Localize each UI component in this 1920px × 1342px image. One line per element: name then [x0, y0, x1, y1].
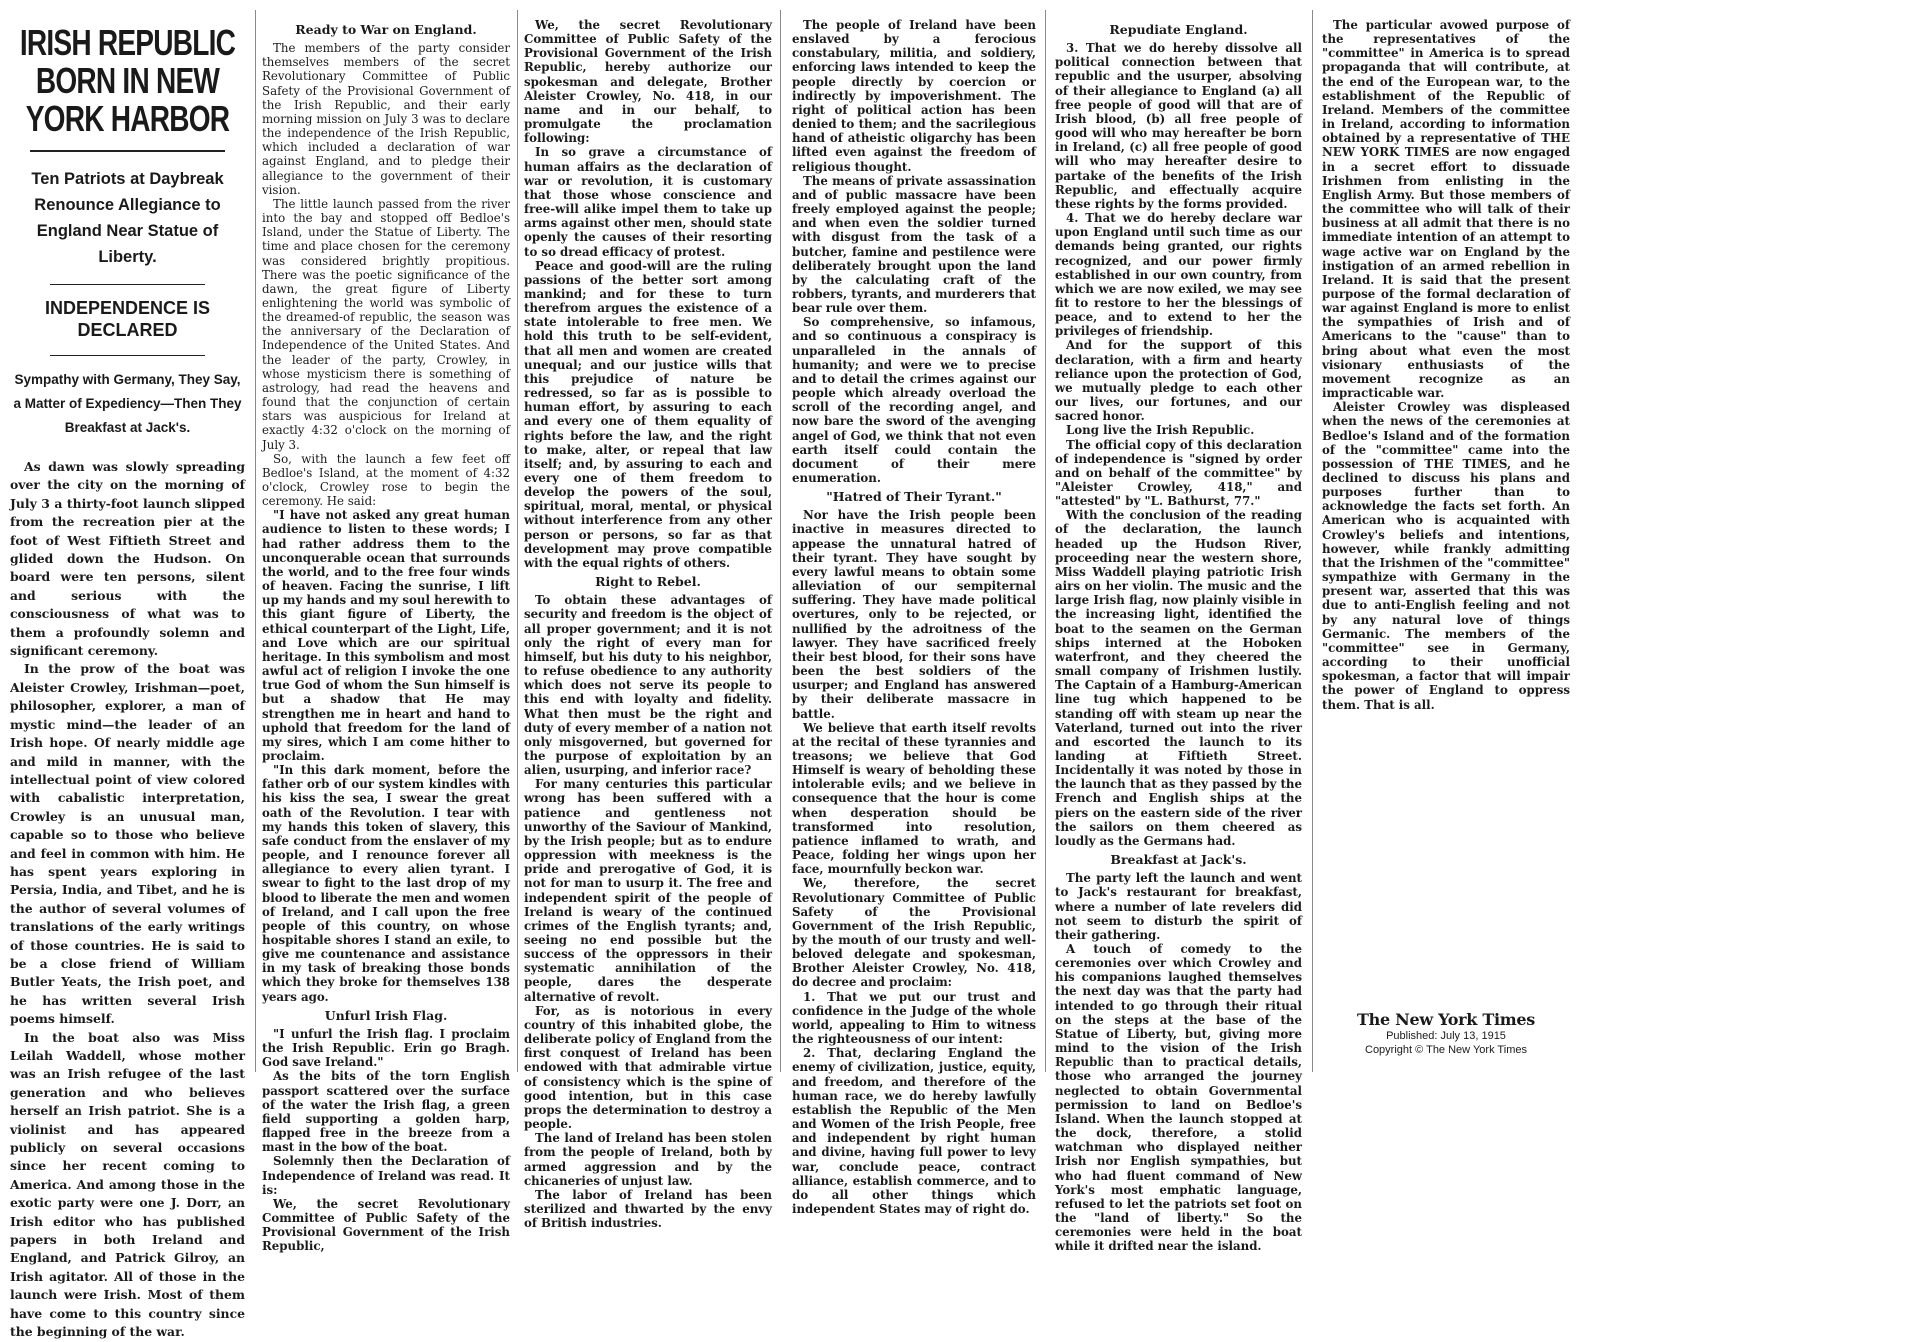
deck-sympathy: Sympathy with Germany, They Say, a Matter of Expediency—Then They Breakfast at Jack's. [13, 372, 242, 435]
paragraph: In the prow of the boat was Aleister Crowley, Irishman—poet, philosopher, explorer, a man of mystic mind—the leader of an Irish hope. Of nearly middle age and mild in manner, with the intellectual point of view colored with cabalistic interpretation, Crowley is an unusual man, capable so to those who believe and feel in common with him. He has spent years exploring in Persia, India, and Tibet, and he is the author of several volumes of translations of the early writings of those countries. He is said to be a close friend of William Butler Yeats, the Irish poet, and he has written several Irish poems himself. [10, 661, 245, 1027]
subheading-ready-to-war: Ready to War on England. [295, 22, 477, 37]
paragraph: "I unfurl the Irish flag. I proclaim the Irish Republic. Erin go Bragh. God save Ireland." [262, 1026, 510, 1070]
column-5 [1055, 18, 1302, 1254]
paragraph: 4. That we do hereby declare war upon England until such time as our demands being granted, our rights recognized, and our power firmly established in our own country, from which we are now exiled, we may see fit to restore to her the blessings of peace, and to extend to her the privileges of friendship. [1055, 211, 1302, 339]
paragraph: We, the secret Revolutionary Committee of Public Safety of the Provisional Government of the Irish Republic, [262, 1196, 510, 1254]
deck-rule [50, 355, 205, 356]
paragraph: For many centuries this particular wrong has been suffered with a patience and gentleness not unworthy of the Saviour of Mankind, by the Irish people; but as to endure oppression with meekness is the pride and prerogative of God, it is not for man to usurp it. The free and independent spirit of the people of Ireland is weary of the continued crimes of the English tyrants; and, seeing no end possible but the success of the oppressors in their systematic annihilation of the people, dares the desperate alternative of revolt. [524, 777, 772, 1004]
lead-text [10, 458, 245, 1342]
paragraph: With the conclusion of the reading of the declaration, the launch headed up the Hudson River, proceeding near the western shore, Miss Waddell playing patriotic Irish airs on her violin. The music and the large Irish flag, now plainly visible in the increasing light, identified the boat to the seamen on the German ships interned at the Hoboken waterfront, and they cheered the small company of Irishmen lustily. The Captain of a Hamburg-American line tug which happened to be standing off with steam up near the Vaterland, turned out into the river and escorted the launch to its landing at Fiftieth Street. Incidentally it was noted by those in the launch that as they passed by the French and English ships at the piers on the eastern side of the river the sailors on them cheered as loudly as the Germans had. [1055, 508, 1302, 848]
footer-credit [1322, 1010, 1570, 1057]
paragraph: Aleister Crowley was displeased when the news of the ceremonies at Bedloe's Island and of the formation of the "committee" came into the possession of THE TIMES, and he declined to discuss his plans and purposes further than to acknowledge the facts set forth. An American who is acquainted with Crowley's beliefs and intentions, however, while frankly admitting that the Irishmen of the "committee" sympathize with Germany in the present war, asserted that this was due to anti-English feeling and not by any natural love of things Germanic. The members of the "committee" see in Germany, according to their unofficial spokesman, a factor that will impair the power of England to oppress them. That is all. [1322, 400, 1570, 712]
subheading-hatred: "Hatred of Their Tyrant." [826, 489, 1002, 505]
column-3 [524, 18, 772, 1231]
column-divider [1045, 10, 1046, 1072]
headline-rule [30, 150, 225, 152]
subheading-repudiate: Repudiate England. [1109, 22, 1248, 37]
paragraph: The little launch passed from the river into the bay and stopped off Bedloe's Island, under the Statue of Liberty. The time and place chosen for the ceremony was considered brightly propitious. There was the poetic significance of the dawn, the great figure of Liberty enlightening the world was symbolic of the dreamed-of republic, the season was the anniversary of the Declaration of Independence of the United States. And the leader of the party, Crowley, in whose mysticism there is something of astrology, had read the heavens and found that the conjunction of certain stars was auspicious for Ireland at exactly 4:32 o'clock on the morning of July 3. [262, 196, 510, 452]
column-2 [262, 18, 510, 1254]
paragraph: For, as is notorious in every country of this inhabited globe, the deliberate policy of England from the first conquest of Ireland has been endowed with that admirable virtue of consistency which is the spine of good intention, but in this case props the determination to destroy a people. [524, 1003, 772, 1132]
paragraph: Solemnly then the Declaration of Independence of Ireland was read. It is: [262, 1154, 510, 1197]
main-headline: IRISH REPUBLIC BORN IN NEW YORK HARBOR [19, 22, 236, 139]
column-4 [792, 18, 1036, 1216]
paragraph: As dawn was slowly spreading over the city on the morning of July 3 a thirty-foot launch slipped from the recreation pier at the foot of West Fiftieth Street and glided down the Hudson. On board were ten persons, silent and serious with the consciousness of what was to them a profoundly solemn and significant ceremony. [10, 459, 245, 659]
deck-rule [50, 284, 205, 285]
paragraph: 1. That we put our trust and confidence in the Judge of the whole world, appealing to Him to witness the righteousness of our intent: [792, 989, 1036, 1047]
paragraph: "In this dark moment, before the father orb of our system kindles with his kiss the sea, I swear the great oath of the Revolution. I tear with my hands this token of slavery, this safe conduct from the enslaver of my people, and I renounce forever all allegiance to every alien tyrant. I swear to fight to the last drop of my blood to liberate the men and women of Ireland, and I call upon the free people of this country, on whose hospitable shores I stand an exile, to give me countenance and assistance in my task of breaking those bonds which they broke for themselves 138 years ago. [262, 763, 510, 1004]
column-1 [10, 18, 245, 1340]
column-6 [1322, 18, 1570, 712]
deck-ten-patriots: Ten Patriots at Daybreak Renounce Allegiance to England Near Statue of Liberty. [31, 170, 224, 266]
paragraph: A touch of comedy to the ceremonies over which Crowley and his companions laughed themselves the next day was that the party had intended to go through their ritual on the steps at the base of the Statue of Liberty, but, giving more mind to the vision of the Irish Republic than to practical details, those who arranged the journey neglected to obtain Governmental permission to land on Bedloe's Island. When the launch stopped at the dock, therefore, a stolid watchman who displayed neither Irish nor English sympathies, but who had fluent command of New York's most emphatic language, refused to let the patriots set foot on the "land of liberty." So the ceremonies were held in the boat while it drifted near the island. [1055, 942, 1302, 1254]
paragraph: We, therefore, the secret Revolutionary Committee of Public Safety of the Provisional Government of the Irish Republic, by the mouth of our trusty and well-beloved delegate and spokesman, Brother Aleister Crowley, No. 418, do decree and proclaim: [792, 876, 1036, 990]
subheading-breakfast: Breakfast at Jack's. [1110, 852, 1247, 868]
paragraph: 3. That we do hereby dissolve all political connection between that republic and the usurper, absolving of their allegiance to England (a) all free people of good will that are of Irish blood, (b) all free people of good will who may hereafter be born in Ireland, (c) all free people of good will who may hereafter desire to partake of the benefits of the Irish Republic, and effectually acquire these rights by the forms provided. [1055, 41, 1302, 211]
subheading-unfurl-flag: Unfurl Irish Flag. [324, 1007, 448, 1023]
paragraph: In the boat also was Miss Leilah Waddell, whose mother was an Irish refugee of the last generation and who believes herself an Irish patriot. She is a violinist and has appeared publicly on several occasions since her recent coming to America. And among those in the exotic party were one J. Dorr, an Irish editor who has published papers in both Ireland and England, and Patrick Gilroy, an Irish agitator. All of those in the launch were Irish. Most of them have come to this country since the beginning of the war. [10, 1029, 245, 1340]
paragraph: The members of the party consider themselves members of the secret Revolutionary Committee of Public Safety of the Provisional Government of the Irish Republic, and their early morning mission on July 3 was to declare the independence of the Irish Republic, which included a declaration of war against England, and to pledge their allegiance to the government of their vision. [262, 41, 510, 197]
nyt-logo: The New York Times [1357, 1010, 1535, 1029]
column-divider [517, 10, 518, 1072]
paragraph: The means of private assassination and of public massacre have been freely employed against the people; and when even the soldier turned with disgust from the task of a butcher, famine and pestilence were deliberately brought upon the land by the calculating craft of the robbers, tyrants, and murderers that bear rule over them. [792, 173, 1036, 316]
paragraph: We believe that earth itself revolts at the recital of these tyrannies and treasons; we believe that God Himself is weary of beholding these intolerable evils; and we believe in consequence that the hour is come when desperation should be transformed into resolution, patience inflamed to wrath, and Peace, folding her wings upon her face, mournfully beckon war. [792, 720, 1036, 877]
paragraph: The particular avowed purpose of the representatives of the "committee" in America is to spread propaganda that will contribute, at the end of the European war, to the establishment of the Republic of Ireland. Members of the committee in Ireland, according to information obtained by a representative of THE NEW YORK TIMES are now engaged in a secret effort to dissuade Irishmen from enlisting in the English Army. But those members of the committee who will talk of their business at all admit that there is no immediate intention of an attempt to wage active war on England by the instigation of an armed rebellion in Ireland. It is said that the present purpose of the formal declaration of war against England is more to enlist the sympathies of Irish and of Americans to the "cause" than to bring about what even the most visionary enthusiasts of the movement recognize as an impracticable war. [1322, 18, 1570, 401]
paragraph: As the bits of the torn English passport scattered over the surface of the water the Irish flag, a green field supporting a golden harp, flapped free in the breeze from a mast in the bow of the boat. [262, 1069, 510, 1155]
column-divider [255, 10, 256, 1072]
deck-independence: INDEPENDENCE IS DECLARED [44, 298, 211, 340]
published-date: Published: July 13, 1915 [1386, 1030, 1506, 1042]
paragraph: The labor of Ireland has been sterilized and thwarted by the envy of British industries. [524, 1187, 772, 1231]
paragraph: "I have not asked any great human audience to listen to these words; I had rather address them to the unconquerable ocean that surrounds the world, and to the free four winds of heaven. Facing the sunrise, I lift up my hands and my soul herewith to this giant figure of Liberty, the ethical counterpart of the Light, Life, and Love which are our spiritual heritage. In this symbolism and most awful act of religion I invoke the one true God of whom the Sun himself is but a shadow that He may strengthen me in heart and hand to uphold that freedom for the land of my sires, which I am come hither to proclaim. [262, 508, 510, 763]
copyright-notice: Copyright © The New York Times [1365, 1044, 1527, 1056]
column-divider [1312, 10, 1313, 1072]
paragraph: Peace and good-will are the ruling passions of the better sort among mankind; and for these to turn therefrom argues the existence of a state intolerable to free men. We hold this truth to be self-evident, that all men and women are created unequal; and our justice wills that this prejudice of nature be redressed, so far as is possible to human effort, by assuring to each and every one of them equality of rights before the law, and the right to make, alter, or repeal that law itself; and, by assuring to each and every one of them freedom to develop the powers of the soul, spiritual, moral, mental, or physical without interference from any other person or persons, so far as that development may prove compatible with the equal rights of others. [524, 258, 772, 570]
paragraph: So comprehensive, so infamous, and so continuous a conspiracy is unparalleled in the annals of humanity; and were we to precise and to detail the crimes against our people which already overload the scroll of the recording angel, and now bare the sword of the avenging angel of God, we think that not even earth itself could contain the document of their mere enumeration. [792, 315, 1036, 485]
paragraph: The people of Ireland have been enslaved by a ferocious constabulary, militia, and soldiery, enforcing laws intended to keep the people directly by coercion or indirectly by impoverishment. The right of political action has been denied to them; and the sacrilegious hand of atheistic oligarchy has been lifted even against the freedom of religious thought. [792, 18, 1036, 174]
paragraph: The land of Ireland has been stolen from the people of Ireland, both by armed aggression and by the chicaneries of unjust law. [524, 1131, 772, 1188]
paragraph: In so grave a circumstance of human affairs as the declaration of war or revolution, it is customary that those whose conscience and free-will alike impel them to take up arms against other men, should state openly the causes of their resorting to so dread efficacy of protest. [524, 145, 772, 259]
paragraph: The official copy of this declaration of independence is "signed by order and on behalf of the committee" by "Aleister Crowley, 418," and "attested" by "L. Bathurst, 77." [1055, 437, 1302, 509]
paragraph: We, the secret Revolutionary Committee of Public Safety of the Provisional Government of the Irish Republic, hereby authorize our spokesman and delegate, Brother Aleister Crowley, No. 418, in our name and in our behalf, to promulgate the proclamation following: [524, 18, 772, 146]
paragraph: The party left the launch and went to Jack's restaurant for breakfast, where a number of late revelers did not seem to disturb the spirit of their gathering. [1055, 871, 1302, 942]
paragraph: 2. That, declaring England the enemy of civilization, justice, equity, and freedom, and therefore of the human race, we do hereby lawfully establish the Republic of the Men and Women of the Irish People, free and independent by right human and divine, having full power to levy war, conclude peace, contract alliance, establish commerce, and to do all other things which independent States may of right do. [792, 1046, 1036, 1216]
paragraph: And for the support of this declaration, with a firm and hearty reliance upon the protection of God, we mutually pledge to each other our lives, our fortunes, and our sacred honor. [1055, 338, 1302, 424]
paragraph: Long live the Irish Republic. [1066, 423, 1255, 438]
paragraph: Nor have the Irish people been inactive in measures directed to appease the unnatural hatred of their tyrant. They have sought by every lawful means to obtain some alleviation of our sempiternal suffering. They have made political overtures, only to be rejected, or nullified by the adroitness of the lawyer. They have sacrificed freely their best blood, for their sons have been the best soldiers of the usurper; and England has answered by their deliberate massacre in battle. [792, 508, 1036, 721]
column-divider [780, 10, 781, 1072]
paragraph: To obtain these advantages of security and freedom is the object of all proper government; and it is not only the right of every man for himself, but his duty to his neighbor, to refuse obedience to any authority which does not serve its people to this end with loyalty and fidelity. What then must be the right and duty of every member of a nation not only misgoverned, but governed for the purpose of exploitation by an alien, usurping, and inferior race? [524, 593, 772, 778]
paragraph: So, with the launch a few feet off Bedloe's Island, at the moment of 4:32 o'clock, Crowley rose to begin the ceremony. He said: [262, 451, 510, 509]
subheading-right-to-rebel: Right to Rebel. [595, 574, 701, 590]
